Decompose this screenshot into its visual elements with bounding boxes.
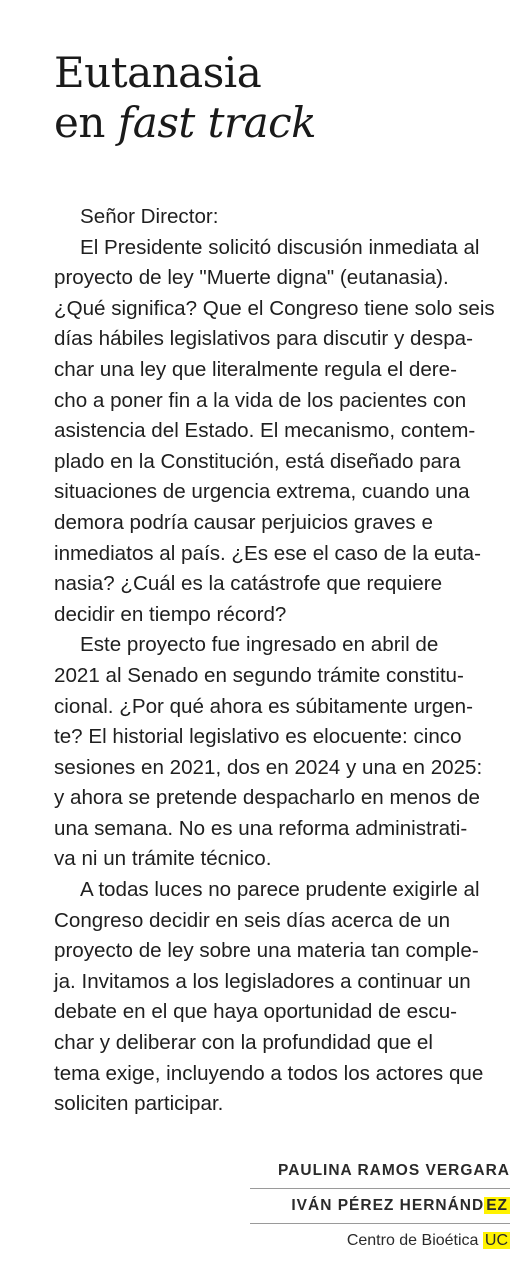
- signatory-name-1: PAULINA RAMOS VERGARA: [278, 1162, 510, 1179]
- paragraph-2-line: y ahora se pretende despacharlo en menos de: [54, 786, 480, 810]
- paragraph-1-line: situaciones de urgencia extrema, cuando una: [54, 480, 470, 504]
- paragraph-3-line: tema exige, incluyendo a todos los actores que: [54, 1061, 484, 1085]
- headline-line-2: [54, 98, 316, 148]
- letter-body: [54, 202, 506, 1120]
- paragraph-3-line: char y deliberar con la profundidad que el: [54, 1031, 433, 1055]
- headline-prefix: en: [54, 98, 118, 147]
- paragraph-1-line: inmediatos al país. ¿Es ese el caso de la euta-: [54, 541, 481, 565]
- paragraph-1-line: cho a poner fin a la vida de los pacientes con: [54, 388, 467, 412]
- highlighted-text: EZ: [486, 1197, 508, 1214]
- signatory-institution: [250, 1228, 510, 1252]
- signature-block: [250, 1158, 510, 1252]
- signatory-name-2-text: IVÁN PÉREZ HERNÁND: [291, 1197, 485, 1214]
- paragraph-1-line: asistencia del Estado. El mecanismo, contem-: [54, 419, 476, 443]
- paragraph-3-line: Congreso decidir en seis días acerca de un: [54, 908, 451, 932]
- salutation: Señor Director:: [80, 205, 219, 228]
- paragraph-1-line: char una ley que literalmente regula el dere-: [54, 357, 457, 381]
- paragraph-2-line: cional. ¿Por qué ahora es súbitamente urgen-: [54, 694, 473, 718]
- paragraph-1-line: ¿Qué significa? Que el Congreso tiene solo seis: [54, 296, 495, 320]
- institution-text: Centro de Bioética: [346, 1232, 483, 1249]
- paragraph-2-line: te? El historial legislativo es elocuente: cinco: [54, 725, 462, 749]
- paragraph-2-line: sesiones en 2021, dos en 2024 y una en 2025:: [54, 755, 483, 779]
- paragraph-1-line: proyecto de ley "Muerte digna" (eutanasia).: [54, 266, 449, 290]
- paragraph-3-line: ja. Invitamos a los legisladores a continuar un: [54, 969, 471, 993]
- paragraph-1-line: El Presidente solicitó discusión inmediata al: [80, 235, 480, 259]
- headline-italic: fast track: [117, 98, 317, 147]
- paragraph-1-line: decidir en tiempo récord?: [54, 602, 287, 626]
- signature-divider: [250, 1188, 510, 1189]
- paragraph-3-line: debate en el que haya oportunidad de escu-: [54, 1000, 458, 1024]
- paragraph-1-line: demora podría causar perjuicios graves e: [54, 510, 433, 534]
- paragraph-3-line: proyecto de ley sobre una materia tan comple-: [54, 939, 479, 963]
- paragraph-2-line: Este proyecto fue ingresado en abril de: [80, 633, 439, 657]
- paragraph-2-line: una semana. No es una reforma administrati-: [54, 816, 468, 840]
- letter-headline: [54, 48, 316, 148]
- paragraph-3-line: A todas luces no parece prudente exigirle al: [80, 878, 480, 902]
- paragraph-2-line: va ni un trámite técnico.: [54, 847, 272, 871]
- paragraph-2-line: 2021 al Senado en segundo trámite constitu-: [54, 663, 464, 687]
- paragraph-3-line: soliciten participar.: [54, 1092, 224, 1116]
- signatory-name-2: [250, 1193, 510, 1221]
- paragraph-1-line: días hábiles legislativos para discutir y despa-: [54, 327, 473, 351]
- paragraph-1-line: nasia? ¿Cuál es la catástrofe que requiere: [54, 572, 443, 596]
- signature-divider: [250, 1223, 510, 1224]
- highlighted-text: UC: [484, 1232, 508, 1249]
- paragraph-1-line: plado en la Constitución, está diseñado para: [54, 449, 461, 473]
- headline-line-1: Eutanasia: [54, 48, 262, 97]
